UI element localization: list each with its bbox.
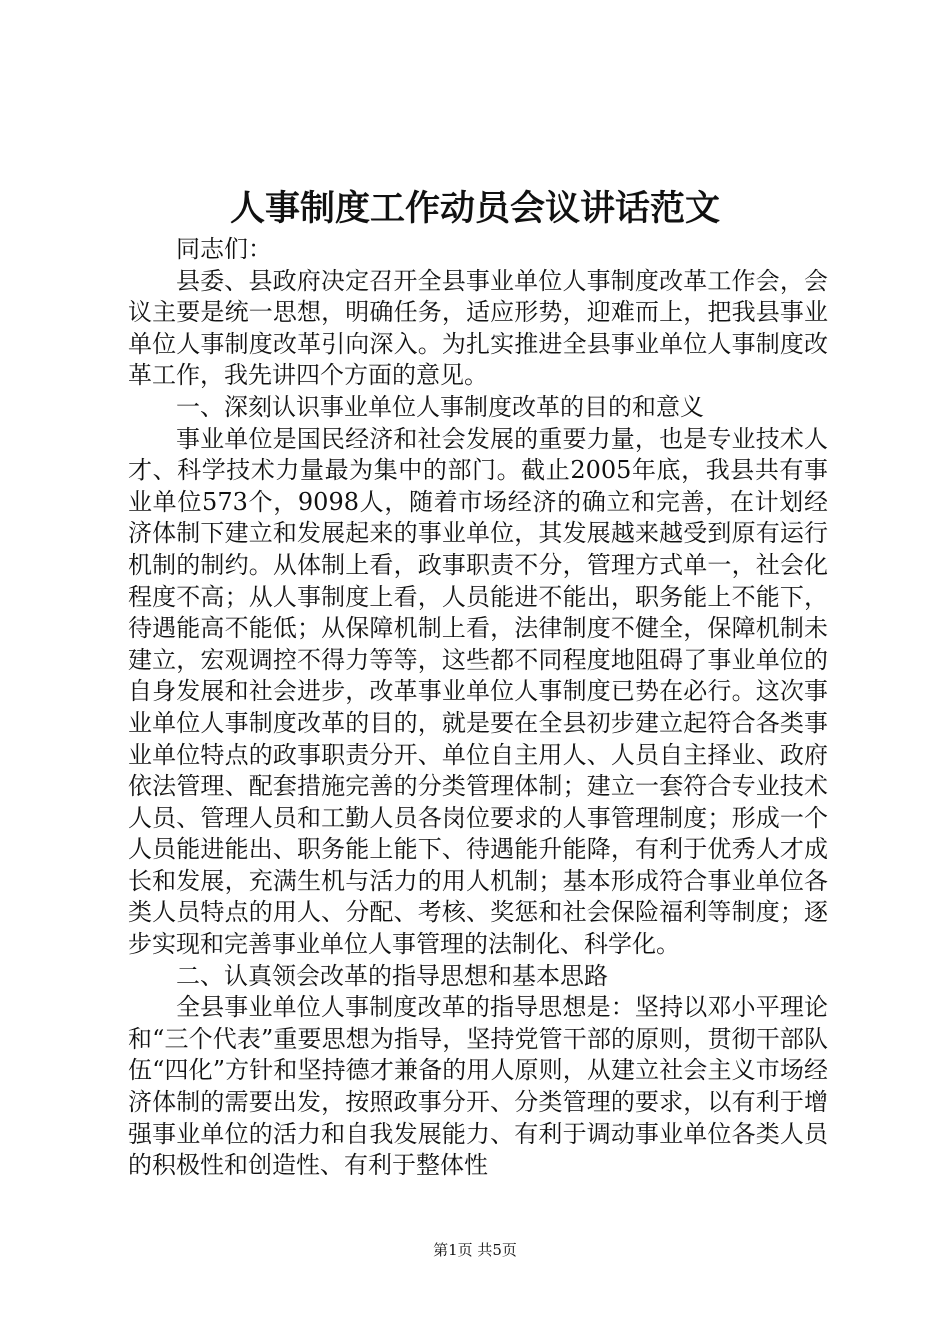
document-title: 人事制度工作动员会议讲话范文 xyxy=(229,188,720,229)
paragraph-intro: 县委、县政府决定召开全县事业单位人事制度改革工作会，会议主要是统一思想，明确任务，适应形势，迎难而上，把我县事业单位人事制度改革引向深入。为扎实推进全县事业单位人事制度改革工作，我先讲四个方面的意见。 xyxy=(128,266,828,390)
document-body xyxy=(128,234,828,1182)
paragraph-salutation: 同志们： xyxy=(176,235,272,263)
section-heading-2: 二、认真领会改革的指导思想和基本思路 xyxy=(176,961,608,990)
paragraph-section-2: 全县事业单位人事制度改革的指导思想是：坚持以邓小平理论和“三个代表”重要思想为指导，坚持党管干部的原则，贯彻干部队伍“四化”方针和坚持德才兼备的用人原则，从建立社会主义市场经济体制的需要出发，按照政事分开、分类管理的要求，以有利于增强事业单位的活力和自我发展能力、有利于调动事业单位各类人员的积极性和创造性、有利于整体性 xyxy=(128,993,828,1180)
page-footer: 第1页 共5页 xyxy=(433,1241,517,1259)
section-heading-1: 一、深刻认识事业单位人事制度改革的目的和意义 xyxy=(176,392,704,421)
paragraph-section-1: 事业单位是国民经济和社会发展的重要力量，也是专业技术人才、科学技术力量最为集中的部门。截止2005年底，我县共有事业单位573个，9098人，随着市场经济的确立和完善，在计划经济体制下建立和发展起来的事业单位，其发展越来越受到原有运行机制的制约。从体制上看，政事职责不分，管理方式单一，社会化程度不高；从人事制度上看，人员能进不能出，职务能上不能下，待遇能高不能低；从保障机制上看，法律制度不健全，保障机制未建立，宏观调控不得力等等，这些都不同程度地阻碍了事业单位的自身发展和社会进步，改革事业单位人事制度已势在必行。这次事业单位人事制度改革的目的，就是要在全县初步建立起符合各类事业单位特点的政事职责分开、单位自主用人、人员自主择业、政府依法管理、配套措施完善的分类管理体制；建立一套符合专业技术人员、管理人员和工勤人员各岗位要求的人事管理制度；形成一个人员能进能出、职务能上能下、待遇能升能降，有利于优秀人才成长和发展，充满生机与活力的用人机制；基本形成符合事业单位各类人员特点的用人、分配、考核、奖惩和社会保险福利等制度；逐步实现和完善事业单位人事管理的法制化、科学化。 xyxy=(128,424,828,959)
